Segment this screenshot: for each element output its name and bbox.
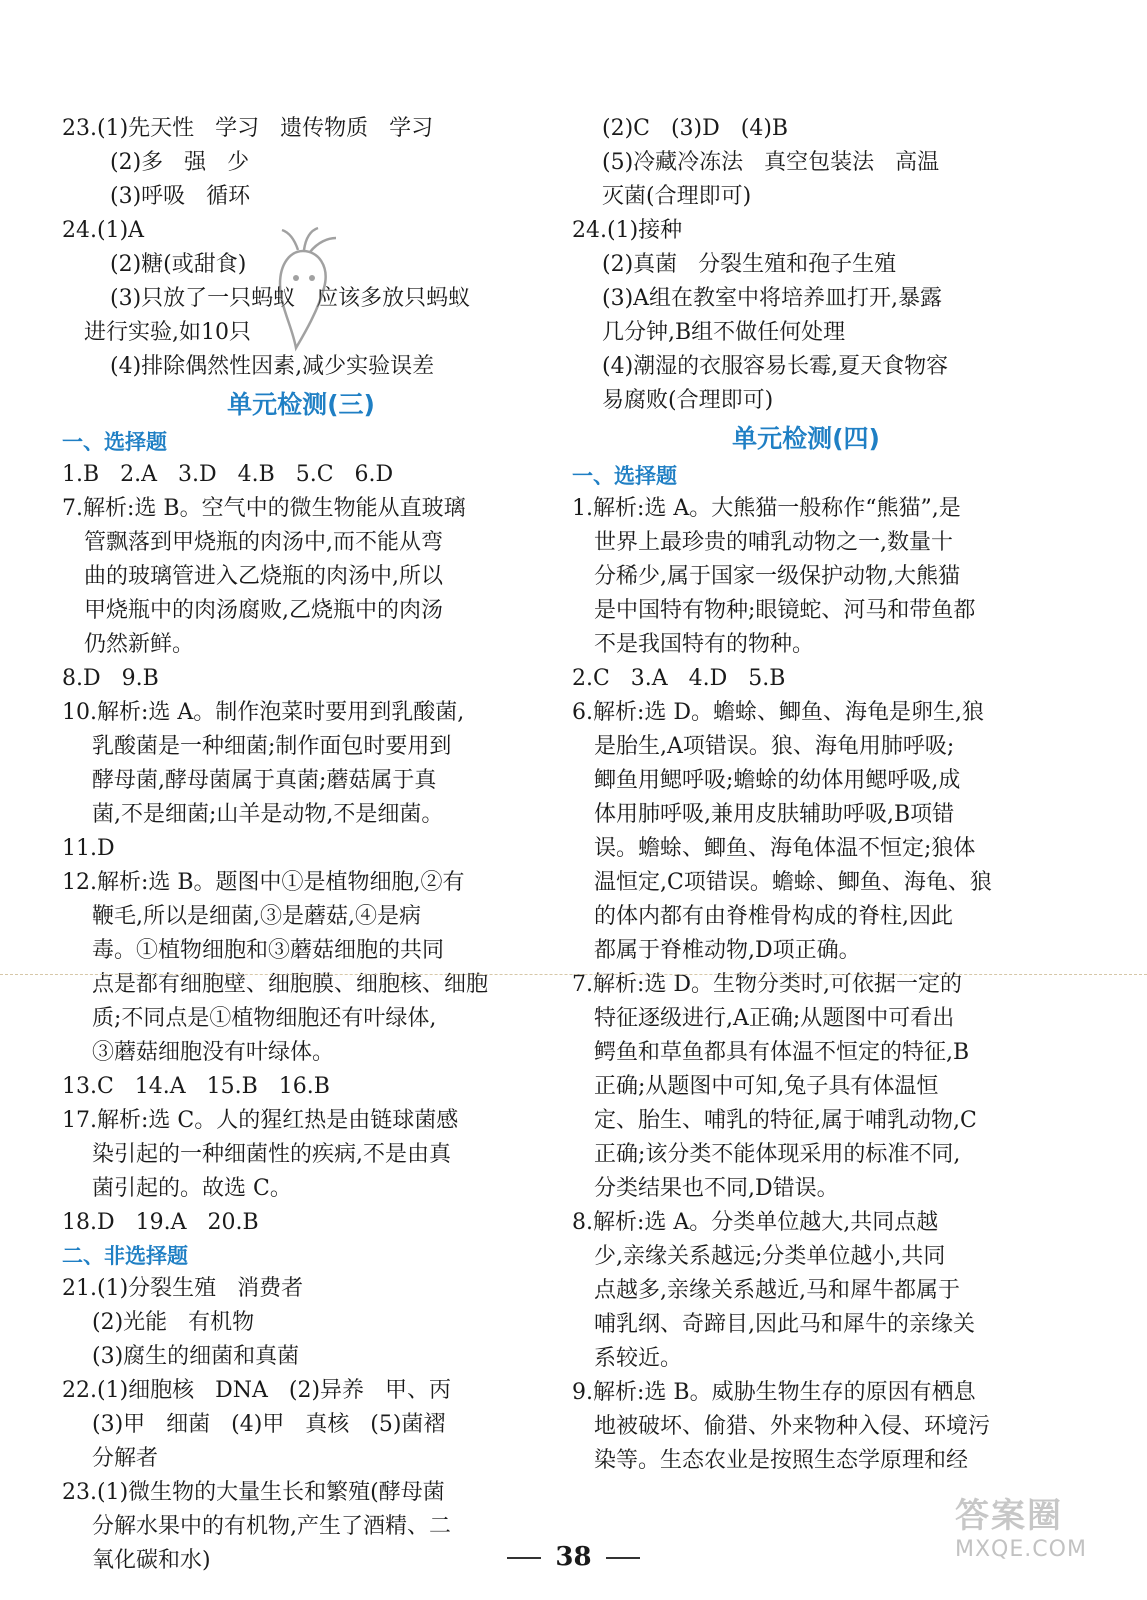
text-line: 鞭毛,所以是细菌,③是蘑菇,④是病: [92, 904, 421, 929]
text-line: 进行实验,如10只: [84, 320, 251, 345]
text-line: 哺乳纲、奇蹄目,因此马和犀牛的亲缘关: [594, 1312, 975, 1337]
text-line: (2)光能 有机物: [92, 1310, 255, 1335]
text-line: 质;不同点是①植物细胞还有叶绿体,: [92, 1006, 437, 1031]
text-line: 染引起的一种细菌性的疾病,不是由真: [92, 1142, 451, 1167]
text-line: 温恒定,C项错误。蟾蜍、鲫鱼、海龟、狼: [594, 870, 992, 895]
text-line: 酵母菌,酵母菌属于真菌;蘑菇属于真: [92, 768, 437, 793]
text-line: 体用肺呼吸,兼用皮肤辅助呼吸,B项错: [594, 802, 955, 827]
text-line: 21.(1)分裂生殖 消费者: [62, 1276, 304, 1301]
text-line: 分类结果也不同,D错误。: [594, 1176, 839, 1201]
text-line: (2)糖(或甜食): [110, 252, 247, 277]
text-line: ③蘑菇细胞没有叶绿体。: [92, 1040, 335, 1065]
text-line: 23.(1)先天性 学习 遗传物质 学习: [62, 116, 434, 141]
text-line: 正确;该分类不能体现采用的标准不同,: [594, 1142, 961, 1167]
text-line: 8.解析:选 A。分类单位越大,共同点越: [572, 1210, 939, 1235]
text-line: (5)冷藏冷冻法 真空包装法 高温: [602, 150, 940, 175]
text-line: (2)C (3)D (4)B: [602, 116, 789, 141]
text-line: (3)呼吸 循环: [110, 184, 251, 209]
text-line: 染等。生态农业是按照生态学原理和经: [594, 1448, 969, 1473]
text-line: 乳酸菌是一种细菌;制作面包时要用到: [92, 734, 452, 759]
text-line: 易腐败(合理即可): [602, 388, 774, 413]
text-line: 分解水果中的有机物,产生了酒精、二: [92, 1514, 451, 1539]
text-line: 氧化碳和水): [92, 1548, 211, 1573]
text-line: 是中国特有物种;眼镜蛇、河马和带鱼都: [594, 598, 976, 623]
text-line: 9.解析:选 B。威胁生物生存的原因有栖息: [572, 1380, 976, 1405]
text-line: 少,亲缘关系越远;分类单位越小,共同: [594, 1244, 946, 1269]
text-line: 定、胎生、哺乳的特征,属于哺乳动物,C: [594, 1108, 977, 1133]
text-line: 7.解析:选 B。空气中的微生物能从直玻璃: [62, 496, 466, 521]
text-line: (4)潮湿的衣服容易长霉,夏天食物容: [602, 354, 949, 379]
text-line: 世界上最珍贵的哺乳动物之一,数量十: [594, 530, 953, 555]
text-line: 都属于脊椎动物,D项正确。: [594, 938, 861, 963]
text-line: 23.(1)微生物的大量生长和繁殖(酵母菌: [62, 1480, 445, 1505]
text-line: (2)多 强 少: [110, 150, 250, 175]
text-line: 24.(1)接种: [572, 218, 683, 243]
text-line: 1.B 2.A 3.D 4.B 5.C 6.D: [62, 462, 394, 487]
text-line: 管飘落到甲烧瓶的肉汤中,而不能从弯: [84, 530, 443, 555]
text-line: (3)A组在教室中将培养皿打开,暴露: [602, 286, 943, 311]
text-line: 正确;从题图中可知,兔子具有体温恒: [594, 1074, 939, 1099]
text-line: 鳄鱼和草鱼都具有体温不恒定的特征,B: [594, 1040, 970, 1065]
text-line: 灭菌(合理即可): [602, 184, 752, 209]
text-line: (3)腐生的细菌和真菌: [92, 1344, 300, 1369]
text-line: 菌,不是细菌;山羊是动物,不是细菌。: [92, 802, 444, 827]
watermark: [955, 1488, 1135, 1588]
section-title: 一、选择题: [62, 430, 167, 454]
text-line: 是胎生,A项错误。狼、海龟用肺呼吸;: [594, 734, 955, 759]
text-line: 地被破坏、偷猎、外来物种入侵、环境污: [594, 1414, 991, 1439]
section-title: 二、非选择题: [62, 1244, 188, 1268]
text-line: (2)真菌 分裂生殖和孢子生殖: [602, 252, 897, 277]
text-line: 2.C 3.A 4.D 5.B: [572, 666, 786, 691]
fold-line: [0, 974, 1147, 975]
text-line: (3)只放了一只蚂蚁 应该多放只蚂蚁: [110, 286, 471, 311]
text-line: 13.C 14.A 15.B 16.B: [62, 1074, 330, 1099]
text-line: 系较近。: [594, 1346, 683, 1371]
right-column: [572, 112, 1040, 1478]
text-line: 鲫鱼用鳃呼吸;蟾蜍的幼体用鳃呼吸,成: [594, 768, 961, 793]
text-line: 曲的玻璃管进入乙烧瓶的肉汤中,所以: [84, 564, 443, 589]
text-line: 8.D 9.B: [62, 666, 159, 691]
watermark-url: MXQE.COM: [955, 1537, 1087, 1562]
text-line: 分解者: [92, 1446, 159, 1471]
text-line: 17.解析:选 C。人的猩红热是由链球菌感: [62, 1108, 459, 1133]
text-line: 的体内都有由脊椎骨构成的脊柱,因此: [594, 904, 953, 929]
text-line: (4)排除偶然性因素,减少实验误差: [110, 354, 435, 379]
text-line: 1.解析:选 A。大熊猫一般称作“熊猫”,是: [572, 496, 961, 521]
text-line: 甲烧瓶中的肉汤腐败,乙烧瓶中的肉汤: [84, 598, 443, 623]
text-line: (3)甲 细菌 (4)甲 真核 (5)菌褶: [92, 1412, 446, 1437]
text-line: 几分钟,B组不做任何处理: [602, 320, 846, 345]
text-line: 点越多,亲缘关系越近,马和犀牛都属于: [594, 1278, 960, 1303]
section-title: 一、选择题: [572, 464, 677, 488]
text-line: 不是我国特有的物种。: [594, 632, 815, 657]
text-line: 6.解析:选 D。蟾蜍、鲫鱼、海龟是卵生,狼: [572, 700, 985, 725]
text-line: 误。蟾蜍、鲫鱼、海龟体温不恒定;狼体: [594, 836, 976, 861]
text-line: 点是都有细胞壁、细胞膜、细胞核、细胞: [92, 972, 489, 997]
text-line: 22.(1)细胞核 DNA (2)异养 甲、丙: [62, 1378, 452, 1403]
text-line: 分稀少,属于国家一级保护动物,大熊猫: [594, 564, 960, 589]
text-line: 11.D: [62, 836, 115, 861]
page-number-text: 38: [555, 1542, 592, 1572]
text-line: 7.解析:选 D。生物分类时,可依据一定的: [572, 972, 963, 997]
text-line: 菌引起的。故选 C。: [92, 1176, 292, 1201]
text-line: 10.解析:选 A。制作泡菜时要用到乳酸菌,: [62, 700, 465, 725]
text-line: 12.解析:选 B。题图中①是植物细胞,②有: [62, 870, 465, 895]
text-line: 特征逐级进行,A正确;从题图中可看出: [594, 1006, 955, 1031]
text-line: 毒。①植物细胞和③蘑菇细胞的共同: [92, 938, 445, 963]
text-line: 仍然新鲜。: [84, 632, 195, 657]
unit-heading: 单元检测(四): [732, 424, 880, 453]
unit-heading: 单元检测(三): [227, 390, 375, 419]
text-line: 18.D 19.A 20.B: [62, 1210, 259, 1235]
watermark-title: 答案圈: [955, 1496, 1063, 1536]
carrot-logo-icon: [258, 226, 348, 356]
text-line: 24.(1)A: [62, 218, 145, 243]
